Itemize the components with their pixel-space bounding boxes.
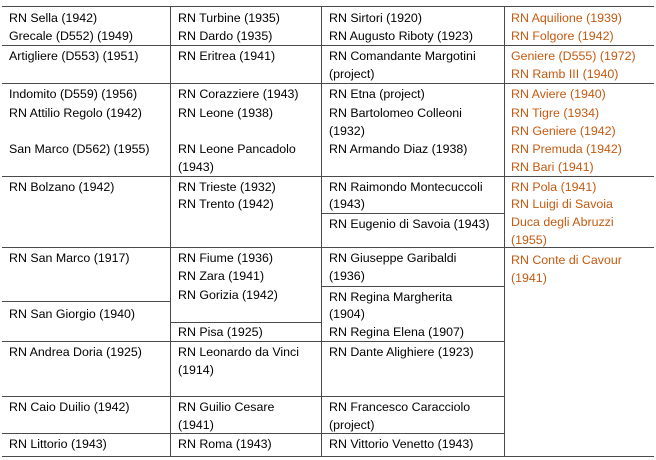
table-cell: RN Dante Alighiere (1923): [329, 345, 474, 359]
table-cell: RN Corazziere (1943): [178, 87, 299, 101]
table-column-4: [511, 0, 653, 460]
column-divider: [321, 6, 322, 457]
table-cell: RN Francesco Caracciolo: [329, 400, 471, 414]
table-column-1: [9, 0, 169, 460]
table-cell: RN Guilio Cesare: [178, 400, 275, 414]
table-cell: RN Leone (1938): [178, 106, 274, 120]
table-cell: RN Etna (project): [329, 87, 425, 101]
table-cell: (1904): [329, 307, 365, 321]
table-cell: (project): [329, 418, 375, 432]
table-cell: RN Bari (1941): [511, 160, 594, 174]
table-cell: RN Tigre (1934): [511, 106, 600, 120]
table-cell: RN Pisa (1925): [178, 325, 263, 339]
table-cell: RN Dardo (1935): [178, 29, 273, 43]
table-cell: RN Folgore (1942): [511, 29, 614, 43]
table-cell: RN Geniere (1942): [511, 124, 616, 138]
table-cell: (1914): [178, 363, 214, 377]
table-cell: RN Sella (1942): [9, 11, 98, 25]
table-cell: (1936): [329, 269, 365, 283]
table-cell: Indomito (D559) (1956): [9, 87, 138, 101]
table-column-2: [178, 0, 320, 460]
table-cell: RN Premuda (1942): [511, 142, 622, 156]
table-cell: RN Leonardo da Vinci: [178, 345, 300, 359]
table-cell: RN Leone Pancadolo: [178, 142, 296, 156]
table-cell: RN Gorizia (1942): [178, 288, 278, 302]
table-cell: Grecale (D552) (1949): [9, 29, 133, 43]
table-cell: RN Turbine (1935): [178, 11, 280, 25]
table-cell: (1943): [329, 197, 365, 211]
table-cell: RN Attilio Regolo (1942): [9, 106, 142, 120]
table-cell: RN Aquilione (1939): [511, 11, 622, 25]
column-divider: [504, 6, 505, 457]
table-cell: RN Ramb III (1940): [511, 67, 619, 81]
table-cell: RN Zara (1941): [178, 269, 265, 283]
table-cell: RN San Marco (1917): [9, 251, 130, 265]
table-cell: RN Regina Margherita: [329, 290, 453, 304]
table-cell: RN Regina Elena (1907): [329, 325, 464, 339]
table-cell: RN Luigi di Savoia: [511, 197, 613, 211]
table-cell: (1941): [178, 418, 214, 432]
table-cell: RN Andrea Doria (1925): [9, 345, 142, 359]
table-cell: RN San Giorgio (1940): [9, 307, 136, 321]
table-cell: RN Roma (1943): [178, 437, 272, 451]
table-cell: RN Armando Diaz (1938): [329, 142, 468, 156]
table-cell: RN Giuseppe Garibaldi: [329, 251, 457, 265]
table-cell: San Marco (D562) (1955): [9, 142, 150, 156]
column-divider: [170, 6, 171, 457]
table-cell: (project): [329, 67, 375, 81]
table-cell: RN Vittorio Venetto (1943): [329, 437, 474, 451]
table-cell: RN Conte di Cavour: [511, 253, 622, 267]
table-cell: RN Fiume (1936): [178, 251, 274, 265]
table-cell: Duca degli Abruzzi: [511, 215, 614, 229]
table-cell: (1932): [329, 124, 365, 138]
table-cell: RN Trento (1942): [178, 197, 274, 211]
table-cell: (1941): [511, 271, 547, 285]
table-cell: RN Pola (1941): [511, 180, 597, 194]
table-cell: RN Sirtori (1920): [329, 11, 422, 25]
table-cell: RN Comandante Margotini: [329, 49, 476, 63]
table-cell: (1955): [511, 233, 547, 247]
table-cell: RN Littorio (1943): [9, 437, 107, 451]
table-cell: RN Raimondo Montecuccoli: [329, 180, 483, 194]
table-cell: RN Eritrea (1941): [178, 49, 276, 63]
table-column-3: [329, 0, 503, 460]
table-cell: RN Bolzano (1942): [9, 180, 115, 194]
table-cell: Artigliere (D553) (1951): [9, 49, 139, 63]
table-cell: RN Eugenio di Savoia (1943): [329, 217, 490, 231]
table-cell: RN Caio Duilio (1942): [9, 400, 130, 414]
table-cell: (1943): [178, 160, 214, 174]
table-cell: RN Bartolomeo Colleoni: [329, 106, 462, 120]
table-cell: Geniere (D555) (1972): [511, 49, 636, 63]
table-cell: RN Augusto Riboty (1923): [329, 29, 473, 43]
table-cell: RN Aviere (1940): [511, 87, 606, 101]
table-cell: RN Trieste (1932): [178, 180, 276, 194]
